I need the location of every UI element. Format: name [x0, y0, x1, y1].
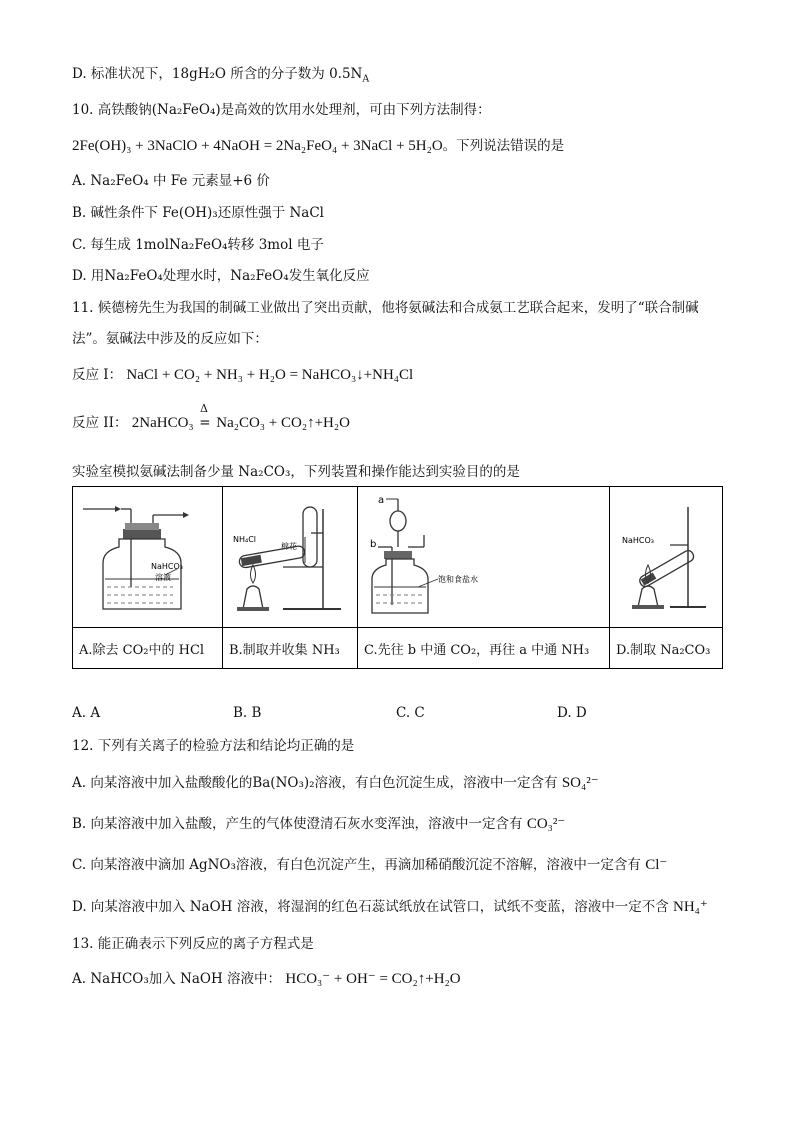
- q12-option-d-text: D. 向某溶液中加入 NaOH 溶液，将湿润的红色石蕊试纸放在试管口，试纸不变蓝，溶液中一定不含: [72, 899, 669, 915]
- fig-a-solution-label: 溶液: [155, 573, 171, 582]
- q11-stem-line1: 11. 候德榜先生为我国的制碱工业做出了突出贡献，他将氨碱法和合成氨工艺联合起来，发明了“联合制碱: [72, 300, 699, 316]
- q11-reaction-2-right: Na₂CO₃ + CO₂↑+H₂O: [216, 415, 350, 431]
- apparatus-b-cell: [223, 487, 358, 628]
- q11-reaction-2-left: 2NaHCO₃: [131, 415, 194, 431]
- q11-reaction-1: [72, 366, 413, 384]
- q10-equation-line: [72, 137, 564, 155]
- fig-c-liquid-label: 饱和食盐水: [438, 575, 478, 584]
- q9-option-d-text: D. 标准状况下，18gH₂O 所含的分子数为 0.5N: [72, 66, 363, 82]
- q13-option-a: [72, 970, 461, 988]
- q12-option-a-ion: SO₄²⁻: [561, 775, 599, 791]
- apparatus-d-cell: [610, 487, 723, 628]
- decomposition-figure: [610, 487, 723, 623]
- q11-reaction-2-label: 反应 II：: [72, 415, 128, 431]
- q13-option-a-equation: HCO₃⁻ + OH⁻ = CO₂↑+H₂O: [285, 971, 461, 987]
- apparatus-c-cell: [358, 487, 610, 628]
- apparatus-table: [72, 486, 723, 669]
- apparatus-b-caption: B.制取并收集 NH₃: [223, 628, 358, 669]
- q11-stem-line2: 法”。氨碱法中涉及的反应如下：: [72, 331, 268, 347]
- q11-answer-d: D. D: [557, 705, 587, 721]
- q12-option-b-text: B. 向某溶液中加入盐酸，产生的气体使澄清石灰水变浑浊，溶液中一定含有: [72, 816, 523, 832]
- gas-washing-bottle-figure: [73, 487, 223, 623]
- q12-option-b: [72, 815, 565, 833]
- q11-answer-b: B. B: [233, 705, 262, 721]
- fig-a-reagent-label: NaHCO₃: [151, 562, 183, 571]
- q10-equation: 2Fe(OH)₃ + 3NaClO + 4NaOH = 2Na₂FeO₄ + 3NaCl + 5H₂O: [72, 138, 443, 154]
- apparatus-c-caption: C.先往 b 中通 CO₂，再往 a 中通 NH₃: [358, 628, 610, 669]
- q9-option-d: [72, 65, 369, 89]
- carbonation-bottle-figure: [358, 487, 610, 623]
- q12-stem: 12. 下列有关离子的检验方法和结论均正确的是: [72, 738, 355, 754]
- heat-delta-symbol: Δ: [199, 402, 208, 415]
- fig-b-cotton-label: 棉花: [281, 542, 297, 551]
- q11-reaction-2: [72, 402, 350, 432]
- q11-answer-a: A. A: [72, 705, 101, 721]
- q10-option-a: A. Na₂FeO₄ 中 Fe 元素显+6 价: [72, 173, 270, 189]
- q11-answer-c: C. C: [396, 705, 425, 721]
- q10-equation-tail: 。下列说法错误的是: [442, 138, 565, 154]
- q10-stem: 10. 高铁酸钠(Na₂FeO₄)是高效的饮用水处理剂，可由下列方法制得：: [72, 102, 491, 118]
- fig-c-label-b: b: [370, 539, 377, 550]
- q12-option-c-text: C. 向某溶液中滴加 AgNO₃溶液，有白色沉淀产生，再滴加稀硝酸沉淀不溶解，溶液中一定含有: [72, 857, 641, 873]
- fig-c-label-a: a: [378, 495, 385, 506]
- apparatus-d-caption: D.制取 Na₂CO₃: [610, 628, 723, 669]
- q10-option-c: C. 每生成 1molNa₂FeO₄转移 3mol 电子: [72, 237, 324, 253]
- q11-reaction-1-label: 反应 I：: [72, 367, 123, 383]
- q12-option-d: [72, 898, 708, 916]
- fig-d-reagent-label: NaHCO₃: [622, 536, 654, 545]
- q10-option-b: B. 碱性条件下 Fe(OH)₃还原性强于 NaCl: [72, 205, 324, 221]
- q13-option-a-text: A. NaHCO₃加入 NaOH 溶液中：: [72, 971, 282, 987]
- q12-option-c-ion: Cl⁻: [645, 857, 668, 873]
- ammonia-generator-figure: [223, 487, 358, 623]
- q10-option-d: D. 用Na₂FeO₄处理水时，Na₂FeO₄发生氧化反应: [72, 268, 370, 284]
- apparatus-a-caption: A.除去 CO₂中的 HCl: [73, 628, 223, 669]
- q12-option-a-text: A. 向某溶液中加入盐酸酸化的Ba(NO₃)₂溶液，有白色沉淀生成，溶液中一定含有: [72, 775, 558, 791]
- q11-reaction-1-equation: NaCl + CO₂ + NH₃ + H₂O = NaHCO₃↓+NH₄Cl: [126, 367, 414, 383]
- q9-option-d-sub: A: [362, 73, 370, 85]
- q11-lead: 实验室模拟氨碱法制备少量 Na₂CO₃，下列装置和操作能达到实验目的的是: [72, 464, 520, 480]
- apparatus-a-cell: [73, 487, 223, 628]
- q13-stem: 13. 能正确表示下列反应的离子方程式是: [72, 936, 314, 952]
- q11-reaction-2-arrow: Δ =: [199, 402, 211, 431]
- q12-option-b-ion: CO₃²⁻: [526, 816, 566, 832]
- fig-b-reagent-label: NH₄Cl: [233, 535, 257, 544]
- q12-option-a: [72, 774, 599, 792]
- q12-option-d-ion: NH₄⁺: [673, 899, 708, 915]
- q12-option-c: [72, 856, 667, 874]
